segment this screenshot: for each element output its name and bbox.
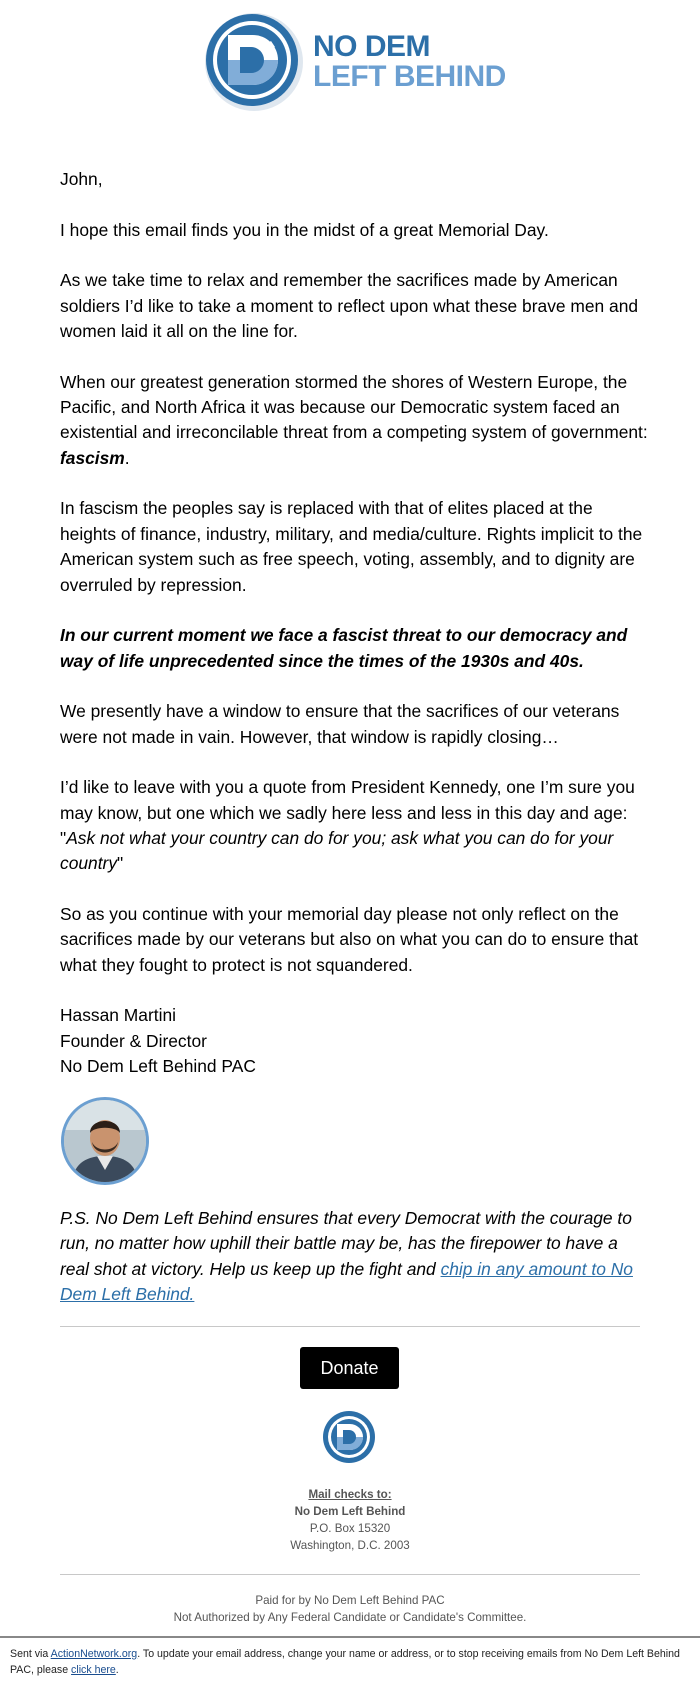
mail-org: No Dem Left Behind (294, 1505, 406, 1518)
kennedy-quote: Ask not what your country can do for you; ask what you can do for your country (60, 828, 614, 874)
avatar (61, 1097, 149, 1185)
actionnetwork-link[interactable]: ActionNetwork.org (50, 1648, 138, 1660)
footer (10, 1647, 690, 1678)
greeting: John, (60, 169, 103, 189)
paragraph-1: I hope this email finds you in the midst of a great Memorial Day. (60, 219, 549, 240)
signature-title: Founder & Director (60, 1030, 207, 1051)
paragraph-7 (60, 775, 650, 877)
mail-box: P.O. Box 15320 (309, 1522, 391, 1535)
portrait-icon (64, 1100, 146, 1182)
signature-name: Hassan Martini (60, 1005, 176, 1026)
chip-in-link[interactable]: chip in any amount to No Dem Left Behind. (60, 1258, 633, 1305)
logo-text-line2: LEFT BEHIND (313, 60, 506, 93)
paragraph-7-text: I’d like to leave with you a quote from President Kennedy, one I’m sure you may know, but one which we sadly here less and less in this day and age: " (60, 777, 635, 849)
paragraph-7-end: " (117, 853, 124, 874)
donate-button[interactable]: Donate (300, 1347, 399, 1389)
paragraph-2: As we take time to relax and remember the sacrifices made by American soldiers I’d like to take a moment to reflect upon what these brave men and women laid it all on the line for. (60, 270, 639, 341)
paragraph-8: So as you continue with your memorial day please not only reflect on the sacrifices made by our veterans but also on what you can do to ensure that what they fought to protect is not squandered. (60, 904, 639, 975)
paid-for-disclaimer (0, 1592, 700, 1626)
postscript-text: P.S. No Dem Left Behind ensures that every Democrat with the courage to run, no matter how uphill their battle may be, has the firepower to have a real shot at victory. Help us keep up the fight and (60, 1208, 632, 1279)
logo-text-line1: NO DEM (313, 30, 430, 63)
footer-text-mid: . To update your email address, change your name or address, or to stop receiving emails from No Dem Left Behind PAC, please (10, 1648, 680, 1676)
footer-divider (0, 1636, 700, 1638)
mail-city: Washington, D.C. 2003 (290, 1539, 410, 1552)
divider (60, 1326, 640, 1327)
divider (60, 1574, 640, 1575)
paragraph-5-emphasis: In our current moment we face a fascist threat to our democracy and way of life unprecedented since the times of the 1930s and 40s. (60, 625, 628, 671)
paragraph-3-end: . (124, 447, 130, 468)
postscript (60, 1206, 650, 1308)
paid-line-2: Not Authorized by Any Federal Candidate or Candidate's Committee. (173, 1611, 527, 1624)
unsubscribe-link[interactable]: click here (71, 1663, 116, 1676)
footer-text-end: . (115, 1663, 119, 1676)
paid-line-1: Paid for by No Dem Left Behind PAC (255, 1594, 445, 1607)
email-header (0, 0, 700, 125)
signature-org: No Dem Left Behind PAC (60, 1056, 256, 1077)
mail-checks-address (0, 1486, 700, 1554)
logo-emblem-icon (203, 11, 305, 113)
paragraph-3 (60, 370, 650, 472)
mail-heading: Mail checks to: (308, 1488, 392, 1501)
email-body (60, 167, 650, 1080)
fascism-emphasis: fascism (60, 447, 125, 468)
paragraph-3-text: When our greatest generation stormed the shores of Western Europe, the Pacific, and North Africa it was because our Democratic system faced an existential and irreconcilable threat from a competing system of government: (60, 371, 648, 443)
small-logo-icon (322, 1410, 376, 1464)
footer-text: Sent via (10, 1648, 51, 1660)
paragraph-6: We presently have a window to ensure that the sacrifices of our veterans were not made in vain. However, that window is rapidly closing… (60, 701, 620, 747)
paragraph-4: In fascism the peoples say is replaced with that of elites placed at the heights of finance, industry, military, and media/culture. Rights implicit to the American system such as free speech, voting, assembly, and to dignity are overruled by repression. (60, 498, 643, 595)
